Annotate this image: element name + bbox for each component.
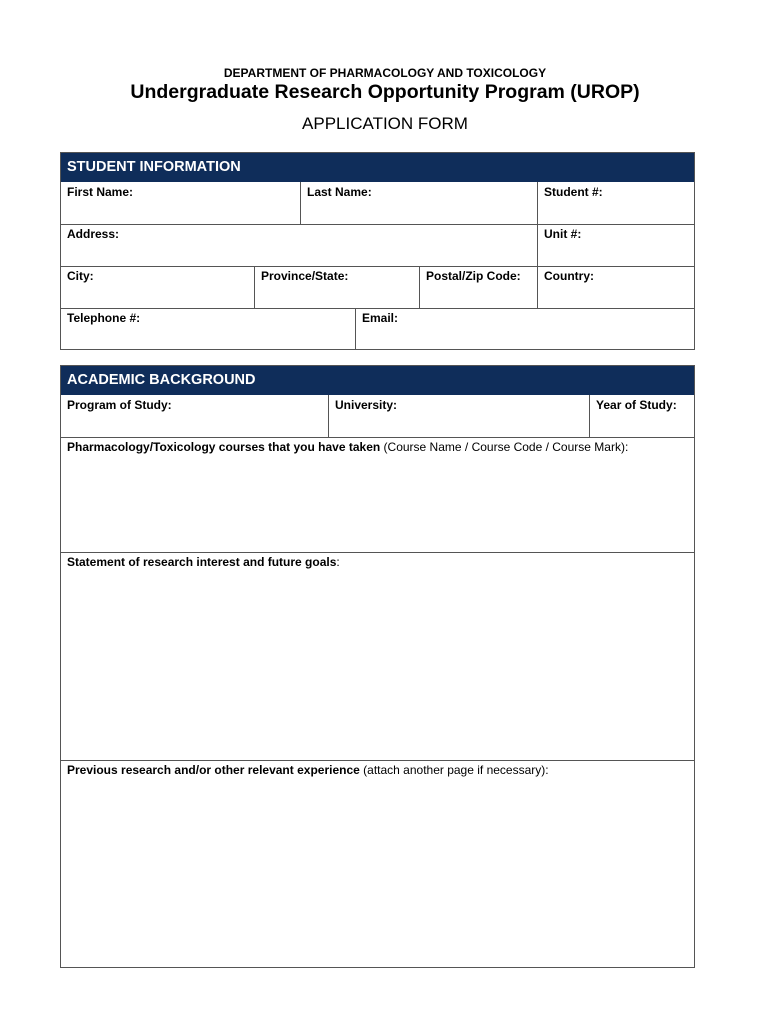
postal-zip-field[interactable]: Postal/Zip Code:	[426, 269, 521, 283]
country-field[interactable]: Country:	[544, 269, 594, 283]
student-information-heading: STUDENT INFORMATION	[61, 153, 694, 182]
previous-experience-label: Previous research and/or other relevant experience	[67, 763, 360, 777]
previous-experience-field[interactable]	[61, 760, 694, 967]
research-statement-hint: :	[336, 555, 340, 569]
courses-taken-label: Pharmacology/Toxicology courses that you have taken	[67, 440, 381, 454]
university-field[interactable]: University:	[335, 398, 398, 412]
last-name-field[interactable]: Last Name:	[307, 185, 372, 199]
courses-taken-hint: (Course Name / Course Code / Course Mark):	[380, 440, 629, 454]
research-statement-field[interactable]	[61, 552, 694, 760]
academic-background-section	[60, 365, 695, 968]
year-of-study-field[interactable]: Year of Study:	[596, 398, 677, 412]
telephone-field[interactable]: Telephone #:	[67, 311, 141, 325]
courses-taken-field[interactable]	[61, 437, 694, 552]
first-name-field[interactable]: First Name:	[67, 185, 134, 199]
academic-background-heading: ACADEMIC BACKGROUND	[61, 366, 694, 395]
student-information-section	[60, 152, 695, 350]
address-field[interactable]: Address:	[67, 227, 120, 241]
form-title: APPLICATION FORM	[302, 114, 468, 133]
city-field[interactable]: City:	[67, 269, 94, 283]
previous-experience-hint: (attach another page if necessary):	[359, 763, 549, 777]
program-of-study-field[interactable]: Program of Study:	[67, 398, 172, 412]
department-name: DEPARTMENT OF PHARMACOLOGY AND TOXICOLOGY	[223, 66, 547, 80]
program-title: Undergraduate Research Opportunity Program (UROP)	[130, 81, 640, 103]
email-field[interactable]: Email:	[362, 311, 399, 325]
research-statement-label: Statement of research interest and future goals	[67, 555, 337, 569]
unit-number-field[interactable]: Unit #:	[544, 227, 582, 241]
province-state-field[interactable]: Province/State:	[261, 269, 349, 283]
student-number-field[interactable]: Student #:	[544, 185, 603, 199]
